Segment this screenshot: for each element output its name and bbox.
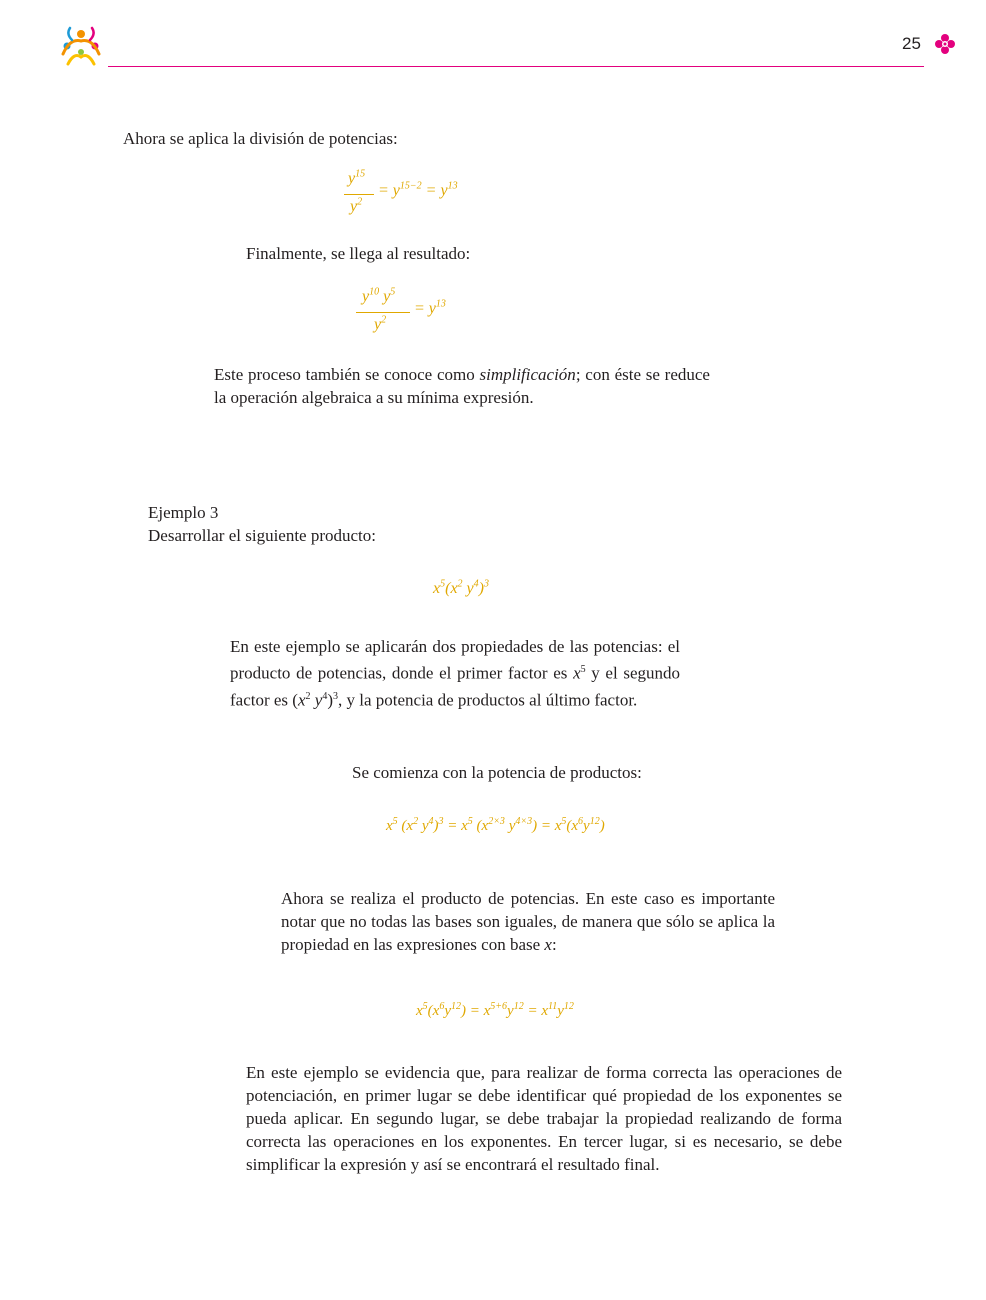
division-equation: $y^{15}$ $y^2$ = $y^{15-2} = y^{13}$ bbox=[340, 170, 480, 222]
final-result-text: Finalmente, se llega al resultado: bbox=[246, 244, 471, 263]
properties-paragraph: En este ejemplo se aplicarán dos propiedades de las potencias: el producto de potencias, donde el primer factor es $x^5$ y el segundo factor es ($x^2$ $y^4)^3$, y la potencia de productos al último factor. bbox=[230, 637, 680, 710]
header-rule bbox=[108, 66, 924, 67]
example-instruction: Desarrollar el siguiente producto: bbox=[148, 526, 377, 545]
flower-ornament-icon bbox=[933, 32, 957, 56]
conclusion-paragraph: En este ejemplo se evidencia que, para realizar de forma correcta las operaciones de potenciación, en primer lugar se debe identificar qué propiedad de los exponentes se pueda aplicar. En segundo lugar, se debe trabajar la propiedad realizando de forma correcta las operaciones en los exponentes. En tercer lugar, si es necesario, se debe simplificar la expresión y así se encontrará el resultado final. bbox=[246, 1063, 842, 1174]
page-number: 25 bbox=[902, 34, 921, 53]
product-expression: $x^5(x^2$ $y^4)^3$ bbox=[433, 578, 489, 597]
product-of-powers-equation: $x^5(x^6y^{12}) = x^{5+6}y^{12} = x^{11}y^{12}$ bbox=[416, 1001, 574, 1019]
product-of-powers-paragraph: Ahora se realiza el producto de potencias. En este caso es importante notar que no todas las bases son iguales, de manera que sólo se aplica la propiedad en las expresiones con base x: bbox=[281, 889, 775, 954]
example-title: Ejemplo 3 bbox=[148, 503, 219, 522]
simplification-paragraph: Este proceso también se conoce como simplificación; con éste se reduce la operación algebraica a su mínima expresión. bbox=[214, 365, 710, 407]
result-equation: $y^{10}$ $y^5$ $y^2$ = $y^{13}$ bbox=[352, 288, 472, 340]
power-of-products-text: Se comienza con la potencia de productos: bbox=[352, 763, 642, 782]
power-of-products-equation: $x^5$ ($x^2$ $y^4)^3 = x^5$ ($x^{2\times 3}$ $y^{4\times 3}) = x^5(x^6y^{12})$ bbox=[386, 816, 605, 834]
intro-division-text: Ahora se aplica la división de potencias: bbox=[123, 129, 398, 148]
header-logo-icon bbox=[58, 26, 104, 70]
